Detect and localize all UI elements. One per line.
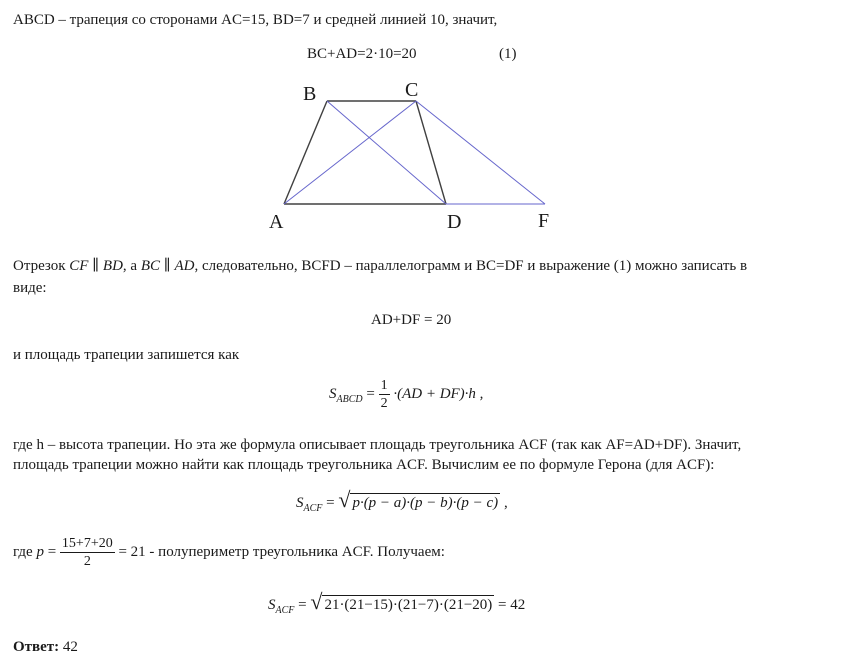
paragraph-heron-1: где h – высота трапеции. Но эта же формула описывает площадь треугольника ACF (так как AF=AD+DF). Значит, xyxy=(13,437,742,453)
subscript: ABCD xyxy=(336,393,363,405)
equals-sign: = xyxy=(298,597,307,613)
symbol-s: S xyxy=(296,495,304,511)
numerator: 15+7+20 xyxy=(61,536,113,551)
answer-value: 42 xyxy=(62,639,78,655)
paragraph-heron-2: площадь трапеции можно найти как площадь треугольника ACF. Вычислим ее по формуле Герона (для ACF): xyxy=(13,457,715,473)
answer xyxy=(13,638,78,657)
equation-1-tag: (1) xyxy=(499,46,517,62)
formula-rest: ·(AD + DF)·h , xyxy=(393,385,484,402)
paragraph-area: и площадь трапеции запишется как xyxy=(13,347,240,363)
label-b: B xyxy=(303,83,317,105)
label-a: A xyxy=(269,211,284,233)
parallel-symbol: ∥ xyxy=(160,258,175,274)
label-d: D xyxy=(447,211,462,233)
equation-1: BC+AD=2·10=20 xyxy=(307,46,417,62)
label-c: C xyxy=(405,79,419,101)
text-segment: , а xyxy=(122,258,141,274)
segment-cf xyxy=(416,101,545,204)
subscript: ACF xyxy=(275,605,295,616)
label-f: F xyxy=(538,210,550,232)
sqrt-sign: √ xyxy=(310,589,323,614)
fraction-half xyxy=(379,377,390,412)
numerator: 1 xyxy=(380,378,388,393)
math-bd: BD xyxy=(102,258,123,274)
area-formula xyxy=(329,377,483,412)
paragraph-semiperimeter xyxy=(13,535,445,570)
heron-formula xyxy=(296,487,508,518)
text-segment: = 21 - полупериметр треугольника ACF. Получаем: xyxy=(118,543,445,560)
equals-sign: = xyxy=(366,385,375,402)
radicand: 21·(21−15)·(21−7)·(21−20) xyxy=(324,597,493,613)
side-cd xyxy=(416,101,446,204)
sqrt-sign: √ xyxy=(338,487,351,512)
math-ad: AD xyxy=(174,258,195,274)
equals-sign: = xyxy=(43,543,57,560)
text-segment: , следовательно, BCFD – параллелограмм и BC=DF и выражение (1) можно записать в xyxy=(194,258,748,274)
equation-2: AD+DF = 20 xyxy=(371,312,452,328)
side-ab xyxy=(284,101,327,204)
trapezoid-figure xyxy=(260,76,590,236)
intro-line: ABCD – трапеция со сторонами AC=15, BD=7 и средней линией 10, значит, xyxy=(13,12,498,28)
symbol-p: p xyxy=(36,543,44,560)
parallel-symbol: ∥ xyxy=(88,258,103,274)
subscript: ACF xyxy=(303,503,323,514)
math-cf: CF xyxy=(69,258,89,274)
formula-result: = 42 xyxy=(498,597,526,613)
text-segment: где xyxy=(13,543,37,560)
diagonal-bd xyxy=(327,101,446,204)
math-bc: BC xyxy=(140,258,160,274)
paragraph-parallel-cont: виде: xyxy=(13,280,47,296)
denominator: 2 xyxy=(380,396,388,411)
symbol-s: S xyxy=(329,385,337,402)
radicand: p·(p − a)·(p − b)·(p − c) xyxy=(352,495,499,511)
symbol-s: S xyxy=(268,597,276,613)
text-segment: Отрезок xyxy=(13,258,70,274)
final-calculation xyxy=(268,589,526,620)
paragraph-parallel xyxy=(13,257,747,276)
denominator: 2 xyxy=(83,554,91,569)
fraction-semiperimeter xyxy=(60,535,115,570)
formula-tail: , xyxy=(500,495,508,511)
answer-label: Ответ: xyxy=(13,639,60,655)
diagonal-ac xyxy=(284,101,416,204)
equals-sign: = xyxy=(326,495,335,511)
